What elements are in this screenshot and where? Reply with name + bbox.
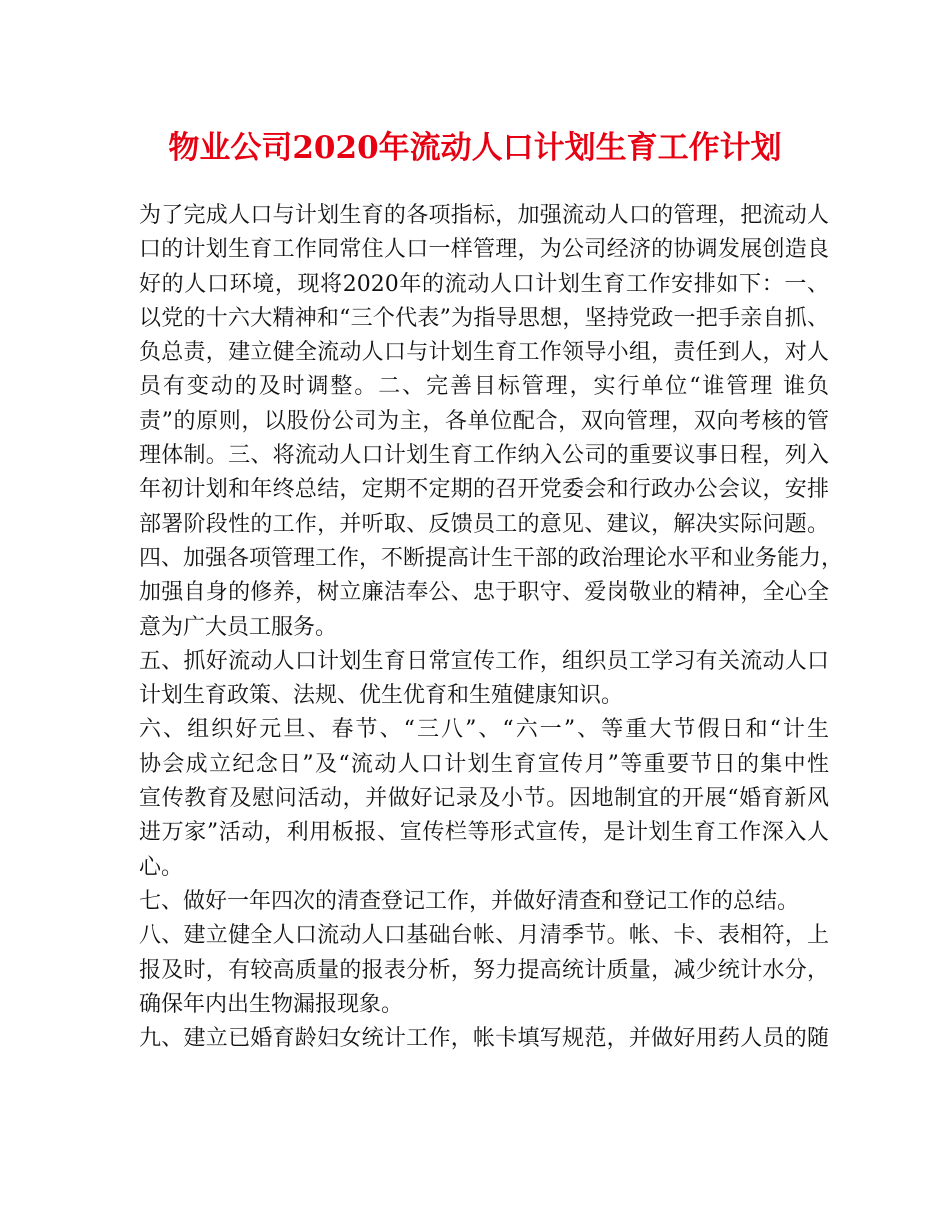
body-line: 七、做好一年四次的清查登记工作，并做好清查和登记工作的总结。 xyxy=(139,888,800,914)
body-line: 理体制。三、将流动人口计划生育工作纳入公司的重要议事日程，列入 xyxy=(139,443,829,469)
body-line: 计划生育政策、法规、优生优育和生殖健康知识。 xyxy=(139,683,624,709)
body-line: 八、建立健全人口流动人口基础台帐、月清季节。帐、卡、表相符，上 xyxy=(139,923,829,949)
body-line: 报及时，有较高质量的报表分析，努力提高统计质量，减少统计水分， xyxy=(139,957,829,983)
body-line: 协会成立纪念日”及“流动人口计划生育宣传月”等重要节日的集中性 xyxy=(139,751,829,777)
body-line: 为了完成人口与计划生育的各项指标，加强流动人口的管理，把流动人 xyxy=(139,203,829,228)
body-line: 部署阶段性的工作，并听取、反馈员工的意见、建议，解决实际问题。 xyxy=(139,511,829,537)
body-line: 意为广大员工服务。 xyxy=(139,614,338,640)
body-line: 以党的十六大精神和“三个代表”为指导思想，坚持党政一把手亲自抓、 xyxy=(139,305,829,331)
body-line: 六、组织好元旦、春节、“三八”、“六一”、等重大节假日和“计生 xyxy=(139,717,829,743)
document-body xyxy=(139,199,844,1056)
body-line: 员有变动的及时调整。二、完善目标管理，实行单位“谁管理 谁负 xyxy=(139,374,829,400)
body-line: 好的人口环境，现将2020年的流动人口计划生育工作安排如下：一、 xyxy=(139,271,829,297)
body-line: 五、抓好流动人口计划生育日常宣传工作，组织员工学习有关流动人口 xyxy=(139,648,829,674)
body-line: 确保年内出生物漏报现象。 xyxy=(139,991,404,1017)
body-line: 口的计划生育工作同常住人口一样管理，为公司经济的协调发展创造良 xyxy=(139,237,829,263)
body-line: 宣传教育及慰问活动，并做好记录及小节。因地制宜的开展“婚育新风 xyxy=(139,786,829,812)
body-line: 心。 xyxy=(139,854,184,880)
body-line: 进万家”活动，利用板报、宣传栏等形式宣传，是计划生育工作深入人 xyxy=(139,820,829,846)
document-title: 物业公司2020年流动人口计划生育工作计划 xyxy=(168,130,782,166)
body-line: 九、建立已婚育龄妇女统计工作，帐卡填写规范，并做好用药人员的随 xyxy=(139,1026,829,1052)
body-line: 责”的原则，以股份公司为主，各单位配合，双向管理，双向考核的管 xyxy=(139,408,829,434)
body-line: 四、加强各项管理工作，不断提高计生干部的政治理论水平和业务能力， xyxy=(139,545,844,571)
body-line: 年初计划和年终总结，定期不定期的召开党委会和行政办公会议，安排 xyxy=(139,477,829,503)
body-line: 负总责，建立健全流动人口与计划生育工作领导小组，责任到人，对人 xyxy=(139,340,829,366)
body-line: 加强自身的修养，树立廉洁奉公、忠于职守、爱岗敬业的精神，全心全 xyxy=(139,580,829,606)
